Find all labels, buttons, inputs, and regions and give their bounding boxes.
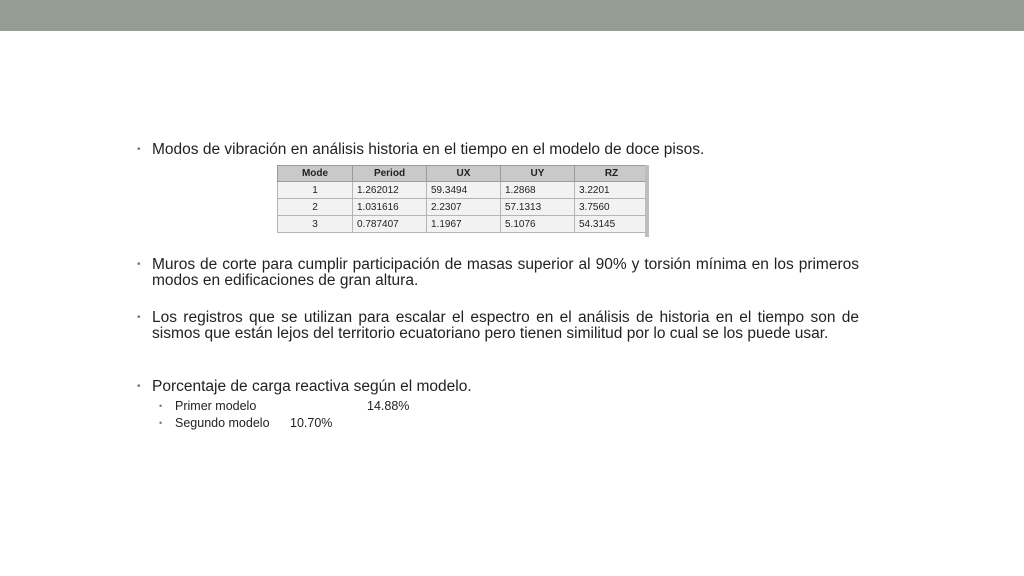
table-cell: 3.2201	[575, 182, 649, 199]
bullet-text: Muros de corte para cumplir participación de masas superior al 90% y torsión mínima en los primeros modos en edificaciones de gran altura.	[152, 256, 859, 289]
top-banner	[0, 0, 1024, 31]
table-cell: 54.3145	[575, 216, 649, 233]
sub-bullet-value: 10.70%	[290, 416, 333, 430]
bullet-item	[137, 310, 859, 342]
table-row	[278, 199, 649, 216]
bullet-dot: •	[137, 259, 141, 270]
sub-bullet-item	[137, 398, 575, 414]
bullet-dot: •	[159, 401, 163, 411]
table-cell: 2.2307	[427, 199, 501, 216]
bullet-item	[137, 257, 859, 289]
modes-table	[277, 165, 649, 233]
table-cell: 57.1313	[501, 199, 575, 216]
table-cell: 2	[278, 199, 353, 216]
table-row	[278, 182, 649, 199]
column-header: Period	[353, 166, 427, 182]
bullet-item	[137, 142, 859, 158]
sub-bullet-label: Segundo modelo	[175, 416, 270, 430]
column-header: RZ	[575, 166, 649, 182]
bullet-text: Los registros que se utilizan para escalar el espectro en el análisis de historia en el tiempo son de sismos que están lejos del territorio ecuatoriano pero tienen similitud por lo cual se los puede usar.	[152, 309, 859, 342]
table-cell: 0.787407	[353, 216, 427, 233]
bullet-item	[137, 379, 859, 395]
sub-bullet-item	[137, 415, 575, 431]
bullet-dot: •	[137, 144, 141, 155]
table-cell: 1	[278, 182, 353, 199]
bullet-text: Porcentaje de carga reactiva según el modelo.	[152, 378, 472, 395]
bullet-dot: •	[137, 312, 141, 323]
table-cell: 5.1076	[501, 216, 575, 233]
column-header: UY	[501, 166, 575, 182]
table-cell: 1.2868	[501, 182, 575, 199]
table-scroll-edge	[645, 165, 649, 237]
column-header: UX	[427, 166, 501, 182]
table-cell: 1.1967	[427, 216, 501, 233]
table-header-row	[278, 166, 649, 182]
bullet-text: Modos de vibración en análisis historia en el tiempo en el modelo de doce pisos.	[152, 141, 705, 158]
sub-bullet-label: Primer modelo	[175, 399, 257, 413]
table-cell: 3.7560	[575, 199, 649, 216]
table-cell: 1.262012	[353, 182, 427, 199]
table-cell: 1.031616	[353, 199, 427, 216]
sub-bullet-value: 14.88%	[367, 399, 410, 413]
table-cell: 3	[278, 216, 353, 233]
column-header: Mode	[278, 166, 353, 182]
bullet-dot: •	[137, 381, 141, 392]
bullet-dot: •	[159, 418, 163, 428]
table-row	[278, 216, 649, 233]
table-cell: 59.3494	[427, 182, 501, 199]
